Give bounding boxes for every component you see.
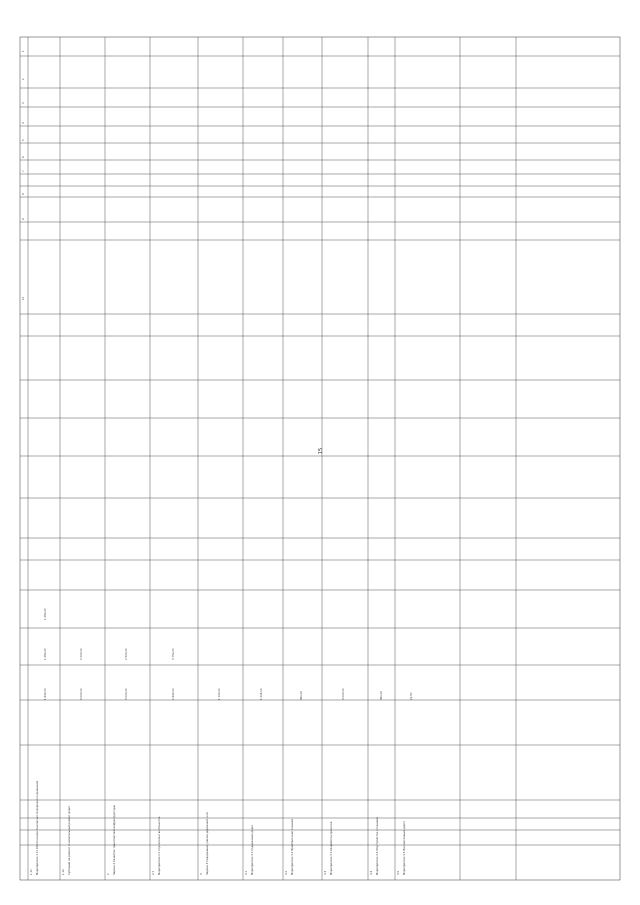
row-id: 3.1 [245,870,248,875]
header-col-9: 9 [22,218,25,220]
header-col-3: 3 [22,102,25,104]
header-col-6: 6 [22,156,25,158]
header-col-4: 4 [22,122,25,124]
cell-value: 1 280,00 [44,608,47,620]
cell-value: 3 750,00 [172,648,175,660]
cell-value: 1 100,00 [218,688,221,700]
row-name: Мероприятие 1.11 Обеспечение безопасности дорожного движения [36,780,39,875]
row-id: 1.12 [62,869,65,875]
row-id: 1.11 [30,869,33,875]
row-name: Мероприятие 3.1 Содержание дорог [251,824,254,875]
row-name: Мероприятие 3.4 Обустройство остановок [376,816,379,875]
row-id: 3 [200,873,203,875]
cell-value: 1 204,00 [260,688,263,700]
row-name: Задача 2 Развитие транспортной инфраструктуры [113,805,116,875]
cell-value: 2 000,00 [80,648,83,660]
header-col-8: 8 [22,193,25,195]
row-id: 3.3 [324,870,327,875]
cell-value: 450,00 [380,690,383,700]
row-name: Мероприятие 3.5 Паспортизация дорог [403,820,406,875]
cell-value: 950,00 [300,690,303,700]
row-name: Мероприятие 3.2 Приобретение техники [291,818,294,875]
cell-value: 1 630,00 [44,688,47,700]
page-number: 15 [318,447,325,455]
cell-value: 4 000,00 [342,688,345,700]
row-id: 3.2 [285,870,288,875]
row-id: 3.5 [397,870,400,875]
row-name: Мероприятие 2.1 Строительство объектов [158,816,161,875]
header-col-2: 2 [22,78,25,80]
cell-value: 1 280,00 [44,648,47,660]
cell-value: 2 500,00 [125,648,128,660]
cell-value: 2 940,00 [172,688,175,700]
header-col-10: 10 [22,296,25,300]
header-col-5: 5 [22,139,25,141]
row-id: 2.1 [152,870,155,875]
cell-value: 3 000,00 [125,688,128,700]
row-name: Субсидии на ремонт и капитальный ремонт дорог [68,805,71,875]
cell-value: 21,50 [410,692,413,700]
header-col-1: 1 [22,50,25,52]
row-name: Задача 3 Содержание улично-дорожной сети [206,812,209,875]
row-id: 2 [107,873,110,875]
cell-value: 3 000,00 [80,688,83,700]
row-name: Мероприятие 3.3 Разработка проектов [330,821,333,875]
header-col-7: 7 [22,170,25,172]
row-id: 3.4 [370,870,373,875]
